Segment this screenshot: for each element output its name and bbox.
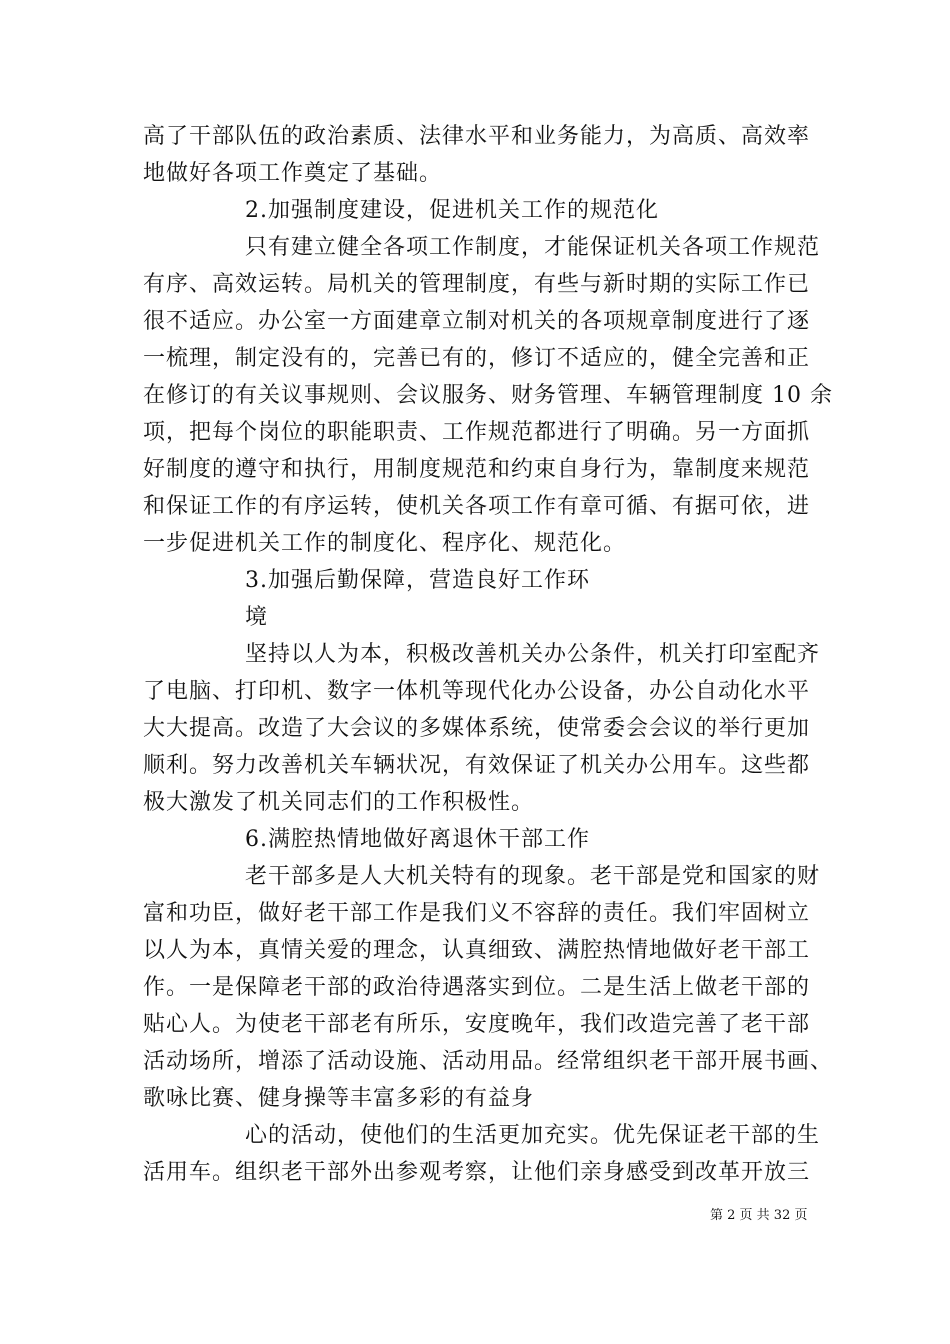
- text-line: 好制度的遵守和执行，用制度规范和约束自身行为，靠制度来规范: [143, 457, 811, 482]
- text-line: 老干部多是人大机关特有的现象。老干部是党和国家的财: [245, 864, 821, 889]
- text-line: 以人为本，真情关爱的理念，认真细致、满腔热情地做好老干部工: [143, 938, 811, 963]
- section-heading: 6.满腔热情地做好离退休干部工作: [245, 827, 590, 852]
- text-line: 只有建立健全各项工作制度，才能保证机关各项工作规范: [245, 235, 821, 260]
- text-line: 贴心人。为使老干部老有所乐，安度晚年，我们改造完善了老干部: [143, 1012, 811, 1037]
- text-line: 有序、高效运转。局机关的管理制度，有些与新时期的实际工作已: [143, 272, 811, 297]
- text-line: 作。一是保障老干部的政治待遇落实到位。二是生活上做老干部的: [143, 975, 811, 1000]
- text-line: 一梳理，制定没有的，完善已有的，修订不适应的，健全完善和正: [143, 346, 811, 371]
- text-line: 高了干部队伍的政治素质、法律水平和业务能力，为高质、高效率: [143, 124, 811, 149]
- text-line: 大大提高。改造了大会议的多媒体系统，使常委会会议的举行更加: [143, 716, 811, 741]
- text-line: 极大激发了机关同志们的工作积极性。: [143, 790, 535, 815]
- section-heading: 境: [245, 605, 269, 630]
- text-line: 一步促进机关工作的制度化、程序化、规范化。: [143, 531, 627, 556]
- text-line: 活用车。组织老干部外出参观考察，让他们亲身感受到改革开放三: [143, 1160, 811, 1185]
- text-line: 活动场所，增添了活动设施、活动用品。经常组织老干部开展书画、: [143, 1049, 834, 1074]
- text-line: 歌咏比赛、健身操等丰富多彩的有益身: [143, 1086, 535, 1111]
- page-number: 第 2 页 共 32 页: [710, 1208, 808, 1223]
- text-line: 了电脑、打印机、数字一体机等现代化办公设备，办公自动化水平: [143, 679, 811, 704]
- text-line: 很不适应。办公室一方面建章立制对机关的各项规章制度进行了逐: [143, 309, 811, 334]
- text-line: 富和功臣，做好老干部工作是我们义不容辞的责任。我们牢固树立: [143, 901, 811, 926]
- section-heading: 2.加强制度建设，促进机关工作的规范化: [245, 198, 659, 223]
- text-line: 顺利。努力改善机关车辆状况，有效保证了机关办公用车。这些都: [143, 753, 811, 778]
- text-line: 和保证工作的有序运转，使机关各项工作有章可循、有据可依，进: [143, 494, 811, 519]
- text-line: 在修订的有关议事规则、会议服务、财务管理、车辆管理制度 10 余: [143, 383, 833, 408]
- text-line: 心的活动，使他们的生活更加充实。优先保证老干部的生: [245, 1123, 821, 1148]
- section-heading: 3.加强后勤保障，营造良好工作环: [245, 568, 590, 593]
- text-line: 地做好各项工作奠定了基础。: [143, 161, 443, 186]
- text-line: 坚持以人为本，积极改善机关办公条件，机关打印室配齐: [245, 642, 821, 667]
- text-line: 项，把每个岗位的职能职责、工作规范都进行了明确。另一方面抓: [143, 420, 811, 445]
